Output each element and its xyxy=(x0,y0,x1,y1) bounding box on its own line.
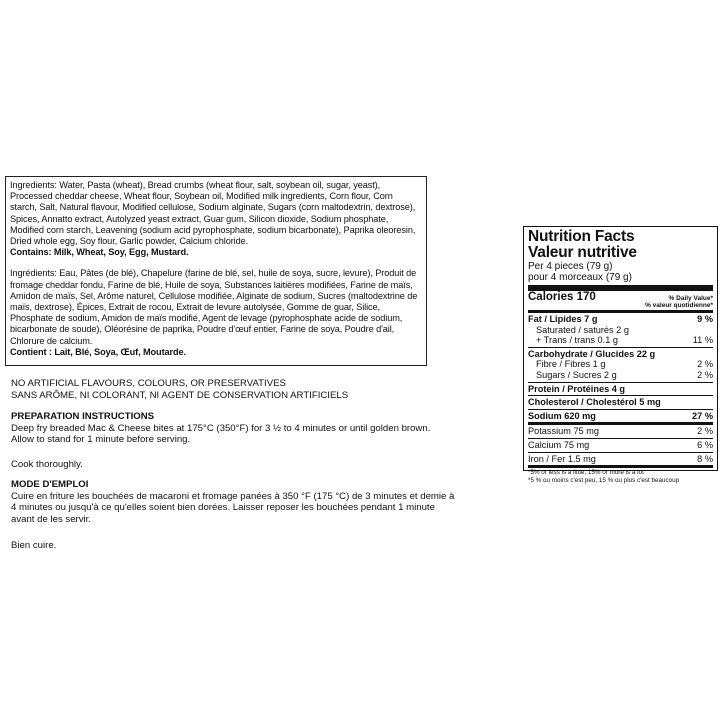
no-artificial-en: NO ARTIFICIAL FLAVOURS, COLOURS, OR PRESERVATIVES xyxy=(11,378,286,389)
nutrient-label: Cholesterol / Cholestérol 5 mg xyxy=(528,397,661,408)
serving-fr: pour 4 morceaux (79 g) xyxy=(528,272,632,283)
serving-en: Per 4 pieces (79 g) xyxy=(528,261,613,272)
nutrient-row-calcium xyxy=(528,440,713,451)
nutrient-row-trans xyxy=(528,335,713,346)
calories: Calories 170 xyxy=(528,291,596,303)
nutrient-row-carbohydrate xyxy=(528,349,713,360)
nutrient-label: + Trans / trans 0.1 g xyxy=(536,335,618,346)
nutrient-dv: 2 % xyxy=(697,369,713,380)
nutrient-label: Saturated / saturés 2 g xyxy=(536,324,629,335)
nutrient-dv: 2 % xyxy=(697,426,713,437)
nutrient-dv: 9 % xyxy=(697,314,713,324)
ingredients-en xyxy=(10,180,422,247)
nutrient-label: Carbohydrate / Glucides 22 g xyxy=(528,348,656,359)
prep-en-block xyxy=(11,411,451,446)
nutrient-dv: 6 % xyxy=(697,439,713,450)
nutrient-row-cholesterol xyxy=(528,397,713,408)
ingredients-en-text: Water, Pasta (wheat), Bread crumbs (wheat flour, salt, soybean oil, sugar, yeast), Processed cheddar cheese, Wheat flour, Soybean oil, Modified milk ingredients, Corn flour, Corn starch, Salt, Natural flavour, Modified cellulose, Sodium alginate, Sugars (corn maltodextrin, dextrose), Spices, Annatto extract, Autolyzed yeast extract, Guar gum, Silicon dioxide, Sodium phosphate, Modified corn starch, Leavening (sodium acid pyrophosphate, sodium bicarbonate), Paprika oleoresin, Dried whole egg, Soy flour, Garlic powder, Calcium chloride. xyxy=(10,180,416,247)
prep-en-text: Deep fry breaded Mac & Cheese bites at 175°C (350°F) for 3 ½ to 4 minutes or until golden brown. Allow to stand for 1 minute before serving. xyxy=(11,422,431,445)
no-artificial-block xyxy=(11,378,431,401)
no-artificial-fr: SANS ARÔME, NI COLORANT, NI AGENT DE CONSERVATION ARTIFICIELS xyxy=(11,389,349,401)
dv-en: % Daily Value* xyxy=(668,295,713,302)
nutrient-row-fat xyxy=(528,314,713,325)
prep-en-heading: PREPARATION INSTRUCTIONS xyxy=(11,411,155,422)
cook-fr-text: Bien cuire. xyxy=(11,540,57,551)
prep-fr-text: Cuire en friture les bouchées de macaroni et fromage panées à 350 °F (175 °C) de 3 minutes et demie à 4 minutes ou jusqu'à ce qu'elles soient bien dorées. Laisser reposer les bouchées pendant 1 minute avant de les servir. xyxy=(11,490,455,525)
ingredients-en-label: Ingredients: xyxy=(10,180,57,190)
nutrient-dv: 2 % xyxy=(697,359,713,370)
nutrient-label: Sodium 620 mg xyxy=(528,410,596,421)
nutrient-row-potassium xyxy=(528,426,713,437)
nutrient-label: Protein / Protéines 4 g xyxy=(528,383,626,394)
nutrient-label: Fibre / Fibres 1 g xyxy=(536,359,606,370)
nutrient-row-saturated xyxy=(528,325,713,336)
ingredients-fr xyxy=(10,268,422,346)
ingredients-fr-label: Ingrédients: xyxy=(10,268,57,279)
prep-fr-block xyxy=(11,479,461,525)
daily-value-header xyxy=(645,295,713,309)
nutrient-row-sodium xyxy=(528,411,713,422)
nutrient-row-sugars xyxy=(528,370,713,381)
nutrition-footnote xyxy=(528,469,713,484)
nutrient-label: Sugars / Sucres 2 g xyxy=(536,369,617,380)
nutrition-facts-table xyxy=(523,226,718,484)
nutrient-dv: 11 % xyxy=(692,335,713,346)
nutrient-dv: 27 % xyxy=(692,410,713,421)
dv-fr: % valeur quotidienne* xyxy=(645,302,713,309)
nutrient-dv: 8 % xyxy=(697,453,713,464)
contains-en: Contains: Milk, Wheat, Soy, Egg, Mustard. xyxy=(10,247,189,258)
cook-en xyxy=(11,459,83,471)
prep-fr-heading: MODE D'EMPLOI xyxy=(11,479,89,490)
calories-row xyxy=(528,292,713,309)
nutrient-row-fibre xyxy=(528,359,713,370)
nutrient-label: Fat / Lipides 7 g xyxy=(528,314,598,324)
cook-en-text: Cook thoroughly. xyxy=(11,459,83,470)
footnote-fr: *5 % ou moins c'est peu, 15 % ou plus c'est beaucoup xyxy=(528,476,680,484)
nutrient-row-iron xyxy=(528,454,713,465)
nutrient-label: Calcium 75 mg xyxy=(528,439,590,450)
contains-fr: Contient : Lait, Blé, Soya, Œuf, Moutarde. xyxy=(10,346,186,357)
nutrition-title-fr: Valeur nutritive xyxy=(528,244,637,261)
footnote-en: *5% or less is a little, 15% or more is a lot xyxy=(528,469,644,477)
nutrition-title-en: Nutrition Facts xyxy=(528,228,635,245)
nutrient-row-protein xyxy=(528,384,713,395)
ingredients-fr-text: Eau, Pâtes (de blé), Chapelure (farine de blé, sel, huile de soya, sucre, levure), Produit de fromage cheddar fondu, Farine de blé, Huile de soya, Substances laitières modifiées, Farine de maïs, Amidon de maïs, Sel, Arôme naturel, Cellulose modifiée, Alginate de sodium, Sucres (maltodextrine de maïs, dextrose), Épices, Extrait de rocou, Extrait de levure autolysée, Gomme de guar, Silice, Phosphate de sodium, Amidon de maïs modifié, Agent de levage (pyrophosphate acide de sodium, bicarbonate de soude), Oléorésine de paprika, Poudre d'œuf entier, Farine de soya, Poudre d'ail, Chlorure de calcium. xyxy=(10,268,418,346)
nutrient-label: Potassium 75 mg xyxy=(528,426,599,437)
cook-fr xyxy=(11,540,56,552)
ingredients-box xyxy=(5,176,427,366)
nutrient-label: Iron / Fer 1.5 mg xyxy=(528,453,596,464)
